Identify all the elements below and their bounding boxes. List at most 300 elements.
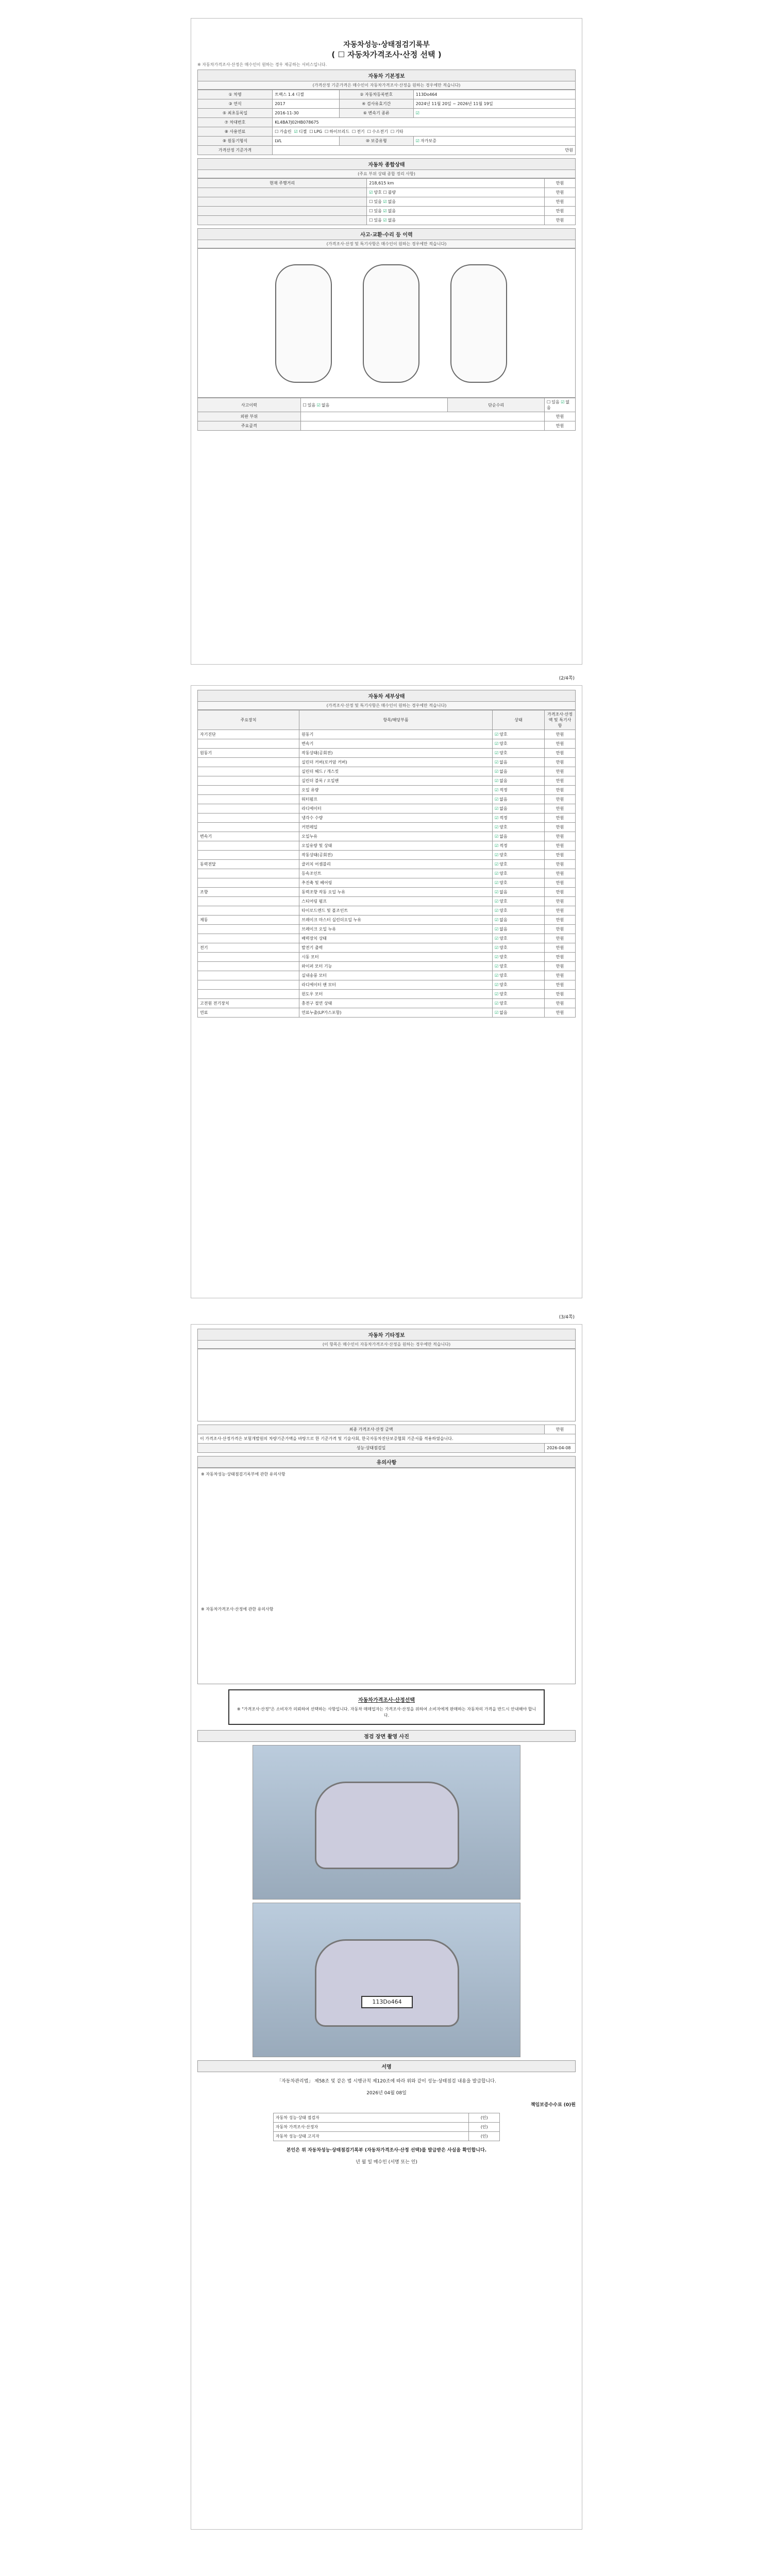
status-checkbox[interactable]: ☑ 없음 [495,918,508,922]
unit-cell: 만원 [545,804,576,814]
table-row [198,953,576,962]
status-cell [492,925,544,934]
inspection-date-value: 2026-04-08 [545,1444,576,1453]
status-cell [492,832,544,841]
detail-state-table [197,710,576,1018]
col-header: 항목/해당부품 [299,710,493,730]
status-checkbox[interactable]: ☑ 없음 [495,1010,508,1015]
final-price-label: 최종 가격조사·산정 금액 [198,1425,545,1434]
status-cell [492,971,544,980]
no-checkbox[interactable]: ☑ 없음 [383,199,396,204]
item-cell: 라디에이터 [299,804,493,814]
unit-cell: 만원 [545,776,576,786]
status-checkbox[interactable]: ☑ 없음 [495,778,508,783]
item-cell: 윈도우 모터 [299,990,493,999]
fuel-option[interactable]: ☐ LPG [309,129,322,134]
fuel-option[interactable]: ☐ 기타 [391,129,404,134]
item-cell: 오일누유 [299,832,493,841]
no-checkbox[interactable]: ☑ 없음 [383,209,396,213]
accident-label: 사고이력 [198,398,301,412]
item-cell: 변속기 [299,739,493,749]
item-cell: 연료누출(LP가스포함) [299,1008,493,1018]
warranty-value [413,137,575,146]
item-cell: 라디에이터 팬 모터 [299,980,493,990]
reg-no-label: ② 자동차등록번호 [339,90,413,99]
state-row [198,188,367,197]
frame-value [300,421,544,431]
status-checkbox[interactable]: ☑ 양호 [495,955,508,959]
status-checkbox[interactable]: ☑ 없음 [495,834,508,839]
yes-checkbox[interactable]: ☐ 있음 [547,400,560,404]
car-front-view [363,264,419,383]
device-cell [198,953,299,962]
simple-repair-label: 단순수리 [448,398,545,412]
unit-cell: 만원 [545,888,576,897]
status-checkbox[interactable]: ☑ 적정 [495,816,508,820]
device-cell: 전기 [198,943,299,953]
fuel-option[interactable]: ☐ 가솔린 [275,129,291,134]
item-cell: 커먼레일 [299,823,493,832]
vin-label: ⑦ 차대번호 [198,118,273,127]
status-cell [492,962,544,971]
status-cell [492,804,544,814]
item-cell: 원동기 [299,730,493,739]
table-row [198,776,576,786]
device-cell [198,758,299,767]
status-checkbox[interactable]: ☑ 없음 [495,769,508,774]
warranty-fee: 책임보증수수료 (0)원 [530,2103,576,2108]
yes-checkbox[interactable]: ☐ 있음 [303,403,316,408]
trans-value [413,109,575,118]
unit-cell: 만원 [545,188,576,197]
status-cell [492,897,544,906]
signer-name: 자동차 성능·상태 점검자 [273,2113,468,2123]
warranty-label: ⑩ 보증유형 [339,137,413,146]
device-cell [198,776,299,786]
section-overall-state: 자동차 종합상태 [197,158,576,170]
device-cell [198,795,299,804]
device-cell [198,851,299,860]
signer-table [273,2113,500,2141]
status-cell [492,776,544,786]
unit-cell: 만원 [545,999,576,1008]
device-cell [198,841,299,851]
unit-cell: 만원 [545,814,576,823]
device-cell [198,925,299,934]
signer-name: 자동차 가격조사·산정자 [273,2123,468,2132]
status-cell [492,841,544,851]
device-cell [198,897,299,906]
signer-name: 자동차 성능·상태 고지자 [273,2132,468,2141]
status-checkbox[interactable]: ☑ 없음 [495,760,508,765]
device-cell [198,878,299,888]
unit-cell: 만원 [545,943,576,953]
status-checkbox[interactable]: ☑ 양호 [495,825,508,829]
section-other-sub: (이 항목은 매수인이 자동차가격조사·산정을 원하는 경우에만 적습니다) [197,1341,576,1349]
device-cell [198,971,299,980]
fuel-label: ⑧ 사용연료 [198,127,273,137]
unit-cell: 만원 [545,851,576,860]
unit-cell: 만원 [545,823,576,832]
status-cell [492,851,544,860]
device-cell: 고전원 전기장치 [198,999,299,1008]
license-plate: 113Do464 [361,1996,413,2008]
table-row [198,739,576,749]
price-selection-box [228,1689,545,1725]
notice-body [197,1468,576,1684]
table-row [198,962,576,971]
item-cell: 오일유량 및 상태 [299,841,493,851]
bad-checkbox[interactable]: ☐ 불량 [383,190,396,195]
table-row [198,943,576,953]
final-price-note: 이 가격조사·산정가격은 보험개발원의 차량기준가액을 바탕으로 한 기준가격 및 기술사회, 한국자동차진단보증협회 기준서를 적용하였습니다. [198,1434,576,1444]
device-cell [198,786,299,795]
item-cell: 실린더 커버(로커암 커버) [299,758,493,767]
device-cell [198,814,299,823]
unit-cell: 만원 [545,421,576,431]
document-subtitle: ( ☐ 자동차가격조사·산정 선택 ) [331,50,442,59]
section-overall-sub: (주요 부위 상태 종합 정리 사항) [197,170,576,178]
fuel-option[interactable]: ☐ 수소전기 [367,129,388,134]
status-checkbox[interactable]: ☑ 없음 [495,806,508,811]
warranty-checkbox[interactable]: ☑ 자가보증 [416,139,436,143]
yes-checkbox[interactable]: ☐ 있음 [369,209,382,213]
good-checkbox[interactable]: ☑ 양호 [369,190,382,195]
item-cell: 배력장치 상태 [299,934,493,943]
inspection-photo-front [253,1745,520,1900]
unit-cell: 만원 [545,841,576,851]
final-price-table [197,1425,576,1453]
table-row [198,767,576,776]
section-signature: 서명 [197,2060,576,2072]
status-cell [492,888,544,897]
valid-value: 2024년 11월 20일 ~ 2026년 11월 19일 [413,99,575,109]
table-row [198,730,576,739]
fuel-option[interactable]: ☑ 디젤 [294,129,307,134]
car-damage-diagram [197,248,576,398]
status-cell [492,953,544,962]
status-checkbox[interactable]: ☑ 양호 [495,992,508,996]
status-checkbox[interactable]: ☑ 양호 [495,751,508,755]
state-row [198,197,367,207]
page-1 [191,18,582,665]
col-header: 가격조사·산정액 및 특기사항 [545,710,576,730]
car-image [315,1782,459,1869]
notice-heading-2: ※ 자동차가격조사·산정에 관한 유의사항 [201,1607,274,1612]
inspection-photo-rear [253,1903,520,2057]
state-row-value [367,207,545,216]
device-cell: 동력전달 [198,860,299,869]
unit-cell: 만원 [545,767,576,776]
footer-confirm: 본인은 위 자동차성능·상태점검기록부 (자동차가격조사·산정 선택)를 발급받은 사실을 확인합니다. [286,2148,487,2153]
status-checkbox[interactable]: ☑ 양호 [495,908,508,913]
car-frame-view [450,264,507,383]
status-cell [492,990,544,999]
table-row [198,1008,576,1018]
status-checkbox[interactable]: ☑ 없음 [495,927,508,931]
device-cell: 연료 [198,1008,299,1018]
table-row [198,878,576,888]
item-cell: 실린더 블록 / 오일팬 [299,776,493,786]
engine-value: LVL [273,137,340,146]
section-repair-sub: (가격조사·산정 및 특기사항은 매수인이 원하는 경우에만 적습니다) [197,240,576,248]
item-cell: 작동상태(공회전) [299,851,493,860]
first-reg-value: 2016-11-30 [273,109,340,118]
unit-cell: 만원 [545,786,576,795]
unit-cell: 만원 [545,795,576,804]
trans-label: ⑥ 변속기 종류 [339,109,413,118]
frame-label: 주요골격 [198,421,301,431]
item-cell: 와이퍼 모터 기능 [299,962,493,971]
table-row [198,749,576,758]
table-row [198,795,576,804]
device-cell: 자기진단 [198,730,299,739]
item-cell: 클러치 어셈블리 [299,860,493,869]
item-cell: 브레이크 오일 누유 [299,925,493,934]
state-row [198,207,367,216]
table-row [198,971,576,980]
status-cell [492,730,544,739]
unit-cell: 만원 [545,216,576,225]
table-row [198,814,576,823]
buyer-signature: 년 월 일 매수인 (서명 또는 인) [356,2160,417,2165]
page-2 [191,676,582,1298]
table-row [198,841,576,851]
engine-label: ⑨ 원동기형식 [198,137,273,146]
unit-cell: 만원 [545,869,576,878]
table-row [198,934,576,943]
status-cell [492,823,544,832]
item-cell: 실내송풍 모터 [299,971,493,980]
status-cell [492,980,544,990]
valid-label: ④ 검사유효기간 [339,99,413,109]
status-checkbox[interactable]: ☑ 양호 [495,964,508,969]
unit-cell: 만원 [545,990,576,999]
inspection-date-label: 성능·상태점검일 [198,1444,545,1453]
unit-cell: 만원 [545,749,576,758]
col-header: 상태 [492,710,544,730]
section-basic-sub: (가격산정 기준가격은 매수인이 자동차가격조사·산정을 원하는 경우에만 적습니다) [197,81,576,90]
col-header: 주요장치 [198,710,299,730]
price-selection-text: ※ "가격조사·산정"은 소비자가 의뢰하여 선택하는 사항입니다. 자동차 매매업자는 가격조사·산정을 위하여 소비자에게 판매하는 자동차의 가격을 반드시 안내해야 합니다. [237,1707,536,1718]
status-checkbox[interactable]: ☑ 양호 [495,871,508,876]
signature-date: 2026년 04월 08일 [366,2091,407,2096]
status-checkbox[interactable]: ☑ 양호 [495,1001,508,1006]
table-row [198,916,576,925]
no-checkbox[interactable]: ☑ 없음 [383,218,396,223]
status-cell [492,878,544,888]
section-other-info: 자동차 기타정보 [197,1329,576,1341]
first-reg-label: ⑤ 최초등록일 [198,109,273,118]
item-cell: 브레이크 마스터 실린더오일 누유 [299,916,493,925]
status-cell [492,1008,544,1018]
unit-cell: 만원 [545,832,576,841]
status-cell [492,814,544,823]
status-checkbox[interactable]: ☑ 양호 [495,899,508,904]
item-cell: 작동상태(공회전) [299,749,493,758]
table-row [198,906,576,916]
section-detail-state: 자동차 세부상태 [197,690,576,702]
unit-cell: 만원 [545,897,576,906]
table-row [198,999,576,1008]
yes-checkbox[interactable]: ☐ 있음 [369,218,382,223]
unit-cell: 만원 [545,925,576,934]
unit-cell: 만원 [545,197,576,207]
unit-cell: 만원 [545,934,576,943]
price-label: 가격산정 기준가격 [198,146,273,155]
year-label: ③ 연식 [198,99,273,109]
trans-auto-checkbox[interactable] [416,111,421,115]
device-cell [198,767,299,776]
state-row [198,216,367,225]
final-price-unit: 만원 [545,1425,576,1434]
outer-label: 외판 부위 [198,412,301,421]
table-row [198,888,576,897]
device-cell [198,823,299,832]
accident-table [197,398,576,431]
fuel-options [273,127,576,137]
status-cell [492,860,544,869]
item-cell: 시동 모터 [299,953,493,962]
status-checkbox[interactable]: ☑ 없음 [495,890,508,894]
item-cell: 타이로드엔드 및 볼조인트 [299,906,493,916]
item-cell: 동력조향 작동 오일 누유 [299,888,493,897]
overall-state-table [197,178,576,225]
other-info-table [197,1349,576,1421]
status-checkbox[interactable]: ☑ 양호 [495,741,508,746]
status-cell [492,786,544,795]
unit-cell: 만원 [545,980,576,990]
accident-value [300,398,448,412]
no-checkbox[interactable]: ☑ 없음 [317,403,330,408]
section-detail-sub: (가격조사·산정 및 특기사항은 매수인이 원하는 경우에만 적습니다) [197,702,576,710]
table-row [198,860,576,869]
device-cell [198,869,299,878]
status-checkbox[interactable]: ☑ 적정 [495,788,508,792]
unit-cell: 만원 [545,179,576,188]
item-cell: 워터펌프 [299,795,493,804]
unit-cell: 만원 [545,412,576,421]
year-value: 2017 [273,99,340,109]
unit-cell: 만원 [545,916,576,925]
section-basic-info: 자동차 기본정보 [197,70,576,81]
yes-checkbox[interactable]: ☐ 있음 [369,199,382,204]
table-row [198,851,576,860]
unit-cell: 만원 [545,962,576,971]
signature-text: 「자동차관리법」 제58조 및 같은 법 시행규칙 제120조에 따라 위와 같이 성능·상태점검 내용을 발급합니다. [277,2079,496,2084]
item-cell: 스티어링 펌프 [299,897,493,906]
status-checkbox[interactable]: ☑ 양호 [495,732,508,737]
status-checkbox[interactable]: ☑ 양호 [495,945,508,950]
section-repair-history: 사고·교환·수리 등 이력 [197,228,576,240]
table-row [198,925,576,934]
status-cell [492,916,544,925]
device-cell [198,906,299,916]
price-unit: 만원 [273,146,576,155]
device-cell: 조향 [198,888,299,897]
mileage-label: 현재 주행거리 [198,179,367,188]
status-checkbox[interactable]: ☑ 양호 [495,982,508,987]
status-cell [492,906,544,916]
fuel-option[interactable]: ☐ 하이브리드 [325,129,349,134]
state-row-value [367,197,545,207]
item-cell: 등속조인트 [299,869,493,878]
item-cell: 발전기 출력 [299,943,493,953]
status-checkbox[interactable]: ☑ 양호 [495,880,508,885]
item-cell: 오일 유량 [299,786,493,795]
status-checkbox[interactable]: ☑ 없음 [495,797,508,802]
section-photo: 점검 장면 촬영 사진 [197,1730,576,1742]
reg-no-value: 113Do464 [413,90,575,99]
table-row [198,804,576,814]
vin-value: KL4BA7J02HB078675 [273,118,576,127]
car-name-value: 트랙스 1.4 디젤 [273,90,340,99]
fuel-option[interactable]: ☐ 전기 [352,129,365,134]
status-cell [492,739,544,749]
simple-repair-value [545,398,576,412]
notice-heading-1: ※ 자동차성능·상태점검기록부에 관한 유의사항 [201,1472,285,1477]
status-checkbox[interactable]: ☑ 양호 [495,862,508,867]
status-cell [492,795,544,804]
mileage-value: 218,615 km [367,179,545,188]
unit-cell: 만원 [545,730,576,739]
document-note: ※ 자동차가격조사·산정은 매수인이 원하는 경우 제공하는 서비스입니다. [197,62,327,67]
device-cell [198,739,299,749]
device-cell [198,990,299,999]
unit-cell: 만원 [545,953,576,962]
table-row [198,980,576,990]
table-row [198,758,576,767]
device-cell [198,980,299,990]
status-checkbox[interactable]: ☑ 적정 [495,843,508,848]
unit-cell: 만원 [545,739,576,749]
car-name-label: ① 차명 [198,90,273,99]
price-selection-title: 자동차가격조사·산정선택 [358,1698,415,1703]
status-checkbox[interactable]: ☑ 양호 [495,853,508,857]
no-checkbox[interactable]: ☑ 없음 [547,400,569,410]
device-cell: 변속기 [198,832,299,841]
status-cell [492,767,544,776]
item-cell: 냉각수 수량 [299,814,493,823]
unit-cell: 만원 [545,906,576,916]
item-cell: 충전구 절연 상태 [299,999,493,1008]
state-row-value [367,216,545,225]
table-row [198,786,576,795]
unit-cell: 만원 [545,758,576,767]
status-checkbox[interactable]: ☑ 양호 [495,973,508,978]
seal: (인) [469,2123,500,2132]
unit-cell: 만원 [545,878,576,888]
page-number: (3/4쪽) [559,1315,575,1320]
status-cell [492,869,544,878]
table-row [198,897,576,906]
status-cell [492,758,544,767]
table-row [198,823,576,832]
device-cell [198,934,299,943]
status-checkbox[interactable]: ☑ 양호 [495,936,508,941]
device-cell [198,804,299,814]
table-row [198,990,576,999]
page-3 [191,1315,582,2530]
device-cell: 원동기 [198,749,299,758]
seal: (인) [469,2132,500,2141]
car-image [315,1939,459,2027]
status-cell [492,934,544,943]
status-cell [492,943,544,953]
table-row [198,869,576,878]
basic-info-table [197,90,576,155]
outer-value [300,412,544,421]
